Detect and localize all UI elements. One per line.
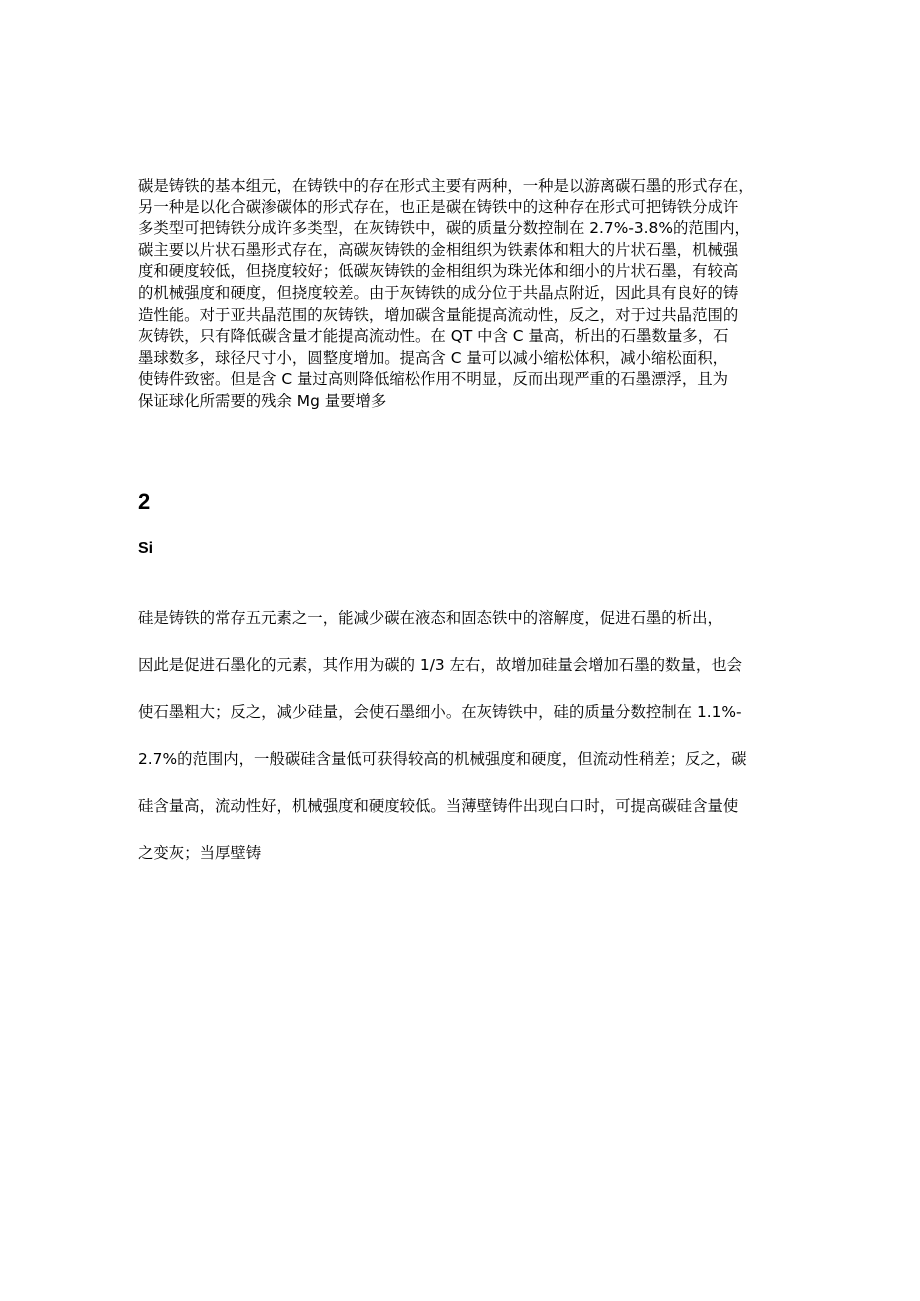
- text-line: 碳主要以片状石墨形式存在，高碳灰铸铁的金相组织为铁素体和粗大的片状石墨，机械强: [138, 241, 739, 259]
- text-line: 硅是铸铁的常存五元素之一，能减少碳在液态和固态铁中的溶解度，促进石墨的析出，: [138, 609, 723, 627]
- text-line: 多类型可把铸铁分成许多类型，在灰铸铁中，碳的质量分数控制在 2.7%-3.8%的范围内，: [138, 219, 750, 237]
- text-line: 度和硬度较低，但挠度较好；低碳灰铸铁的金相组织为珠光体和细小的片状石墨，有较高: [138, 262, 739, 280]
- text-line: 使铸件致密。但是含 C 量过高则降低缩松作用不明显，反而出现严重的石墨漂浮，且为: [138, 370, 728, 388]
- text-line: 墨球数多，球径尺寸小，圆整度增加。提高含 C 量可以减小缩松体积，减小缩松面积，: [138, 349, 728, 367]
- text-line: 另一种是以化合碳渗碳体的形式存在，也正是碳在铸铁中的这种存在形式可把铸铁分成许: [138, 198, 739, 216]
- text-line: 2.7%的范围内，一般碳硅含量低可获得较高的机械强度和硬度，但流动性稍差；反之，碳: [138, 750, 747, 768]
- text-line: 硅含量高，流动性好，机械强度和硬度较低。当薄壁铸件出现白口时，可提高碳硅含量使: [138, 797, 739, 815]
- text-line: 因此是促进石墨化的元素，其作用为碳的 1/3 左右，故增加硅量会增加石墨的数量，也会: [138, 656, 743, 674]
- section-element-symbol: Si: [138, 540, 154, 557]
- text-line: 使石墨粗大；反之，减少硅量，会使石墨细小。在灰铸铁中，硅的质量分数控制在 1.1%-: [138, 703, 742, 721]
- text-line: 造性能。对于亚共晶范围的灰铸铁，增加碳含量能提高流动性，反之，对于过共晶范围的: [138, 306, 739, 324]
- text-line: 碳是铸铁的基本组元，在铸铁中的存在形式主要有两种，一种是以游离碳石墨的形式存在，: [138, 177, 754, 195]
- text-line: 灰铸铁，只有降低碳含量才能提高流动性。在 QT 中含 C 量高，析出的石墨数量多，石: [138, 327, 729, 345]
- section-number: 2: [138, 489, 151, 514]
- text-line: 保证球化所需要的残余 Mg 量要增多: [138, 392, 387, 410]
- text-line: 之变灰；当厚壁铸: [138, 844, 262, 862]
- text-line: 的机械强度和硬度，但挠度较差。由于灰铸铁的成分位于共晶点附近，因此具有良好的铸: [138, 284, 739, 302]
